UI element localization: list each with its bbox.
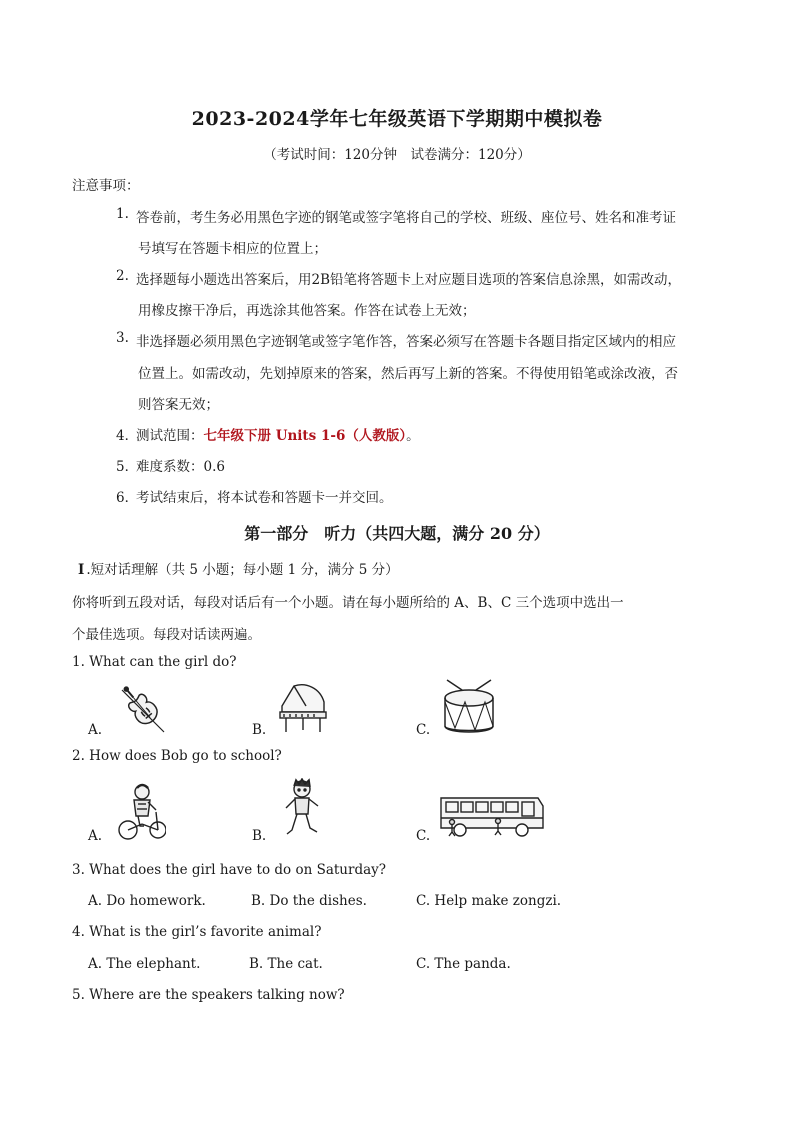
question-2: 2. How does Bob go to school? bbox=[72, 748, 282, 764]
note-line: 非选择题必须用黑色字迹钢笔或签字笔作答，答案必须写在答题卡各题目指定区域内的相应 bbox=[136, 334, 676, 350]
violin-icon bbox=[114, 680, 172, 738]
drum-icon bbox=[441, 678, 497, 738]
part-roman-numeral: Ⅰ bbox=[78, 562, 85, 578]
question-1: 1. What can the girl do? bbox=[72, 654, 237, 670]
note-line: 考试结束后，将本试卷和答题卡一并交回。 bbox=[136, 490, 393, 506]
exam-info: （考试时间：120分钟 试卷满分：120分） bbox=[263, 147, 531, 163]
option-a: A. The elephant. bbox=[88, 956, 201, 972]
note-number: 1. bbox=[116, 206, 129, 222]
option-label: B. bbox=[252, 722, 267, 738]
bike-icon bbox=[118, 782, 166, 842]
piano-icon bbox=[276, 682, 330, 734]
note-line: 选择题每小题选出答案后，用2B铅笔将答题卡上对应题目选项的答案信息涂黑，如需改动， bbox=[136, 272, 682, 288]
instruction-line: 个最佳选项。每段对话读两遍。 bbox=[72, 627, 261, 643]
note-number: 6． bbox=[116, 490, 139, 506]
option-c: C. Help make zongzi. bbox=[416, 893, 562, 909]
option-label: C. bbox=[416, 828, 431, 844]
note-line: 难度系数：0.6 bbox=[136, 459, 225, 475]
part-heading bbox=[78, 558, 399, 578]
question-3: 3. What does the girl have to do on Saturday? bbox=[72, 862, 387, 878]
option-c: C. The panda. bbox=[416, 956, 511, 972]
option-b: B. Do the dishes. bbox=[251, 893, 367, 909]
option-label: A. bbox=[88, 722, 103, 738]
note-line: 号填写在答题卡相应的位置上； bbox=[138, 241, 327, 257]
test-scope-label: 测试范围： bbox=[136, 428, 204, 444]
question-5: 5. Where are the speakers talking now? bbox=[72, 987, 345, 1003]
notes-label: 注意事项： bbox=[72, 178, 140, 194]
option-label: B. bbox=[252, 828, 267, 844]
option-label: A. bbox=[88, 828, 103, 844]
note-number: 4． bbox=[116, 428, 139, 444]
question-4: 4. What is the girl’s favorite animal? bbox=[72, 924, 322, 940]
part-heading-text: .短对话理解（共 5 小题；每小题 1 分，满分 5 分） bbox=[86, 562, 399, 578]
note-line: 位置上。如需改动，先划掉原来的答案，然后再写上新的答案。不得使用铅笔或涂改液，否 bbox=[138, 366, 678, 382]
walking-boy-icon bbox=[282, 778, 324, 840]
note-line bbox=[136, 424, 420, 444]
bus-icon bbox=[438, 792, 546, 838]
test-scope-suffix: 。 bbox=[406, 428, 420, 444]
note-line: 答卷前，考生务必用黑色字迹的钢笔或签字笔将自己的学校、班级、座位号、姓名和准考证 bbox=[136, 210, 676, 226]
note-line: 则答案无效； bbox=[138, 397, 219, 413]
page-title: 2023-2024学年七年级英语下学期期中模拟卷 bbox=[191, 108, 603, 130]
section-title: 第一部分 听力（共四大题，满分 20 分） bbox=[244, 524, 550, 543]
instruction-line: 你将听到五段对话，每段对话后有一个小题。请在每小题所给的 A、B、C 三个选项中选出一 bbox=[72, 595, 624, 611]
note-number: 5． bbox=[116, 459, 139, 475]
note-number: 2. bbox=[116, 268, 129, 284]
option-b: B. The cat. bbox=[249, 956, 323, 972]
option-a: A. Do homework. bbox=[88, 893, 206, 909]
note-line: 用橡皮擦干净后，再选涂其他答案。作答在试卷上无效； bbox=[138, 303, 476, 319]
option-label: C. bbox=[416, 722, 431, 738]
test-scope-value: 七年级下册 Units 1-6（人教版） bbox=[203, 428, 407, 444]
note-number: 3. bbox=[116, 330, 129, 346]
